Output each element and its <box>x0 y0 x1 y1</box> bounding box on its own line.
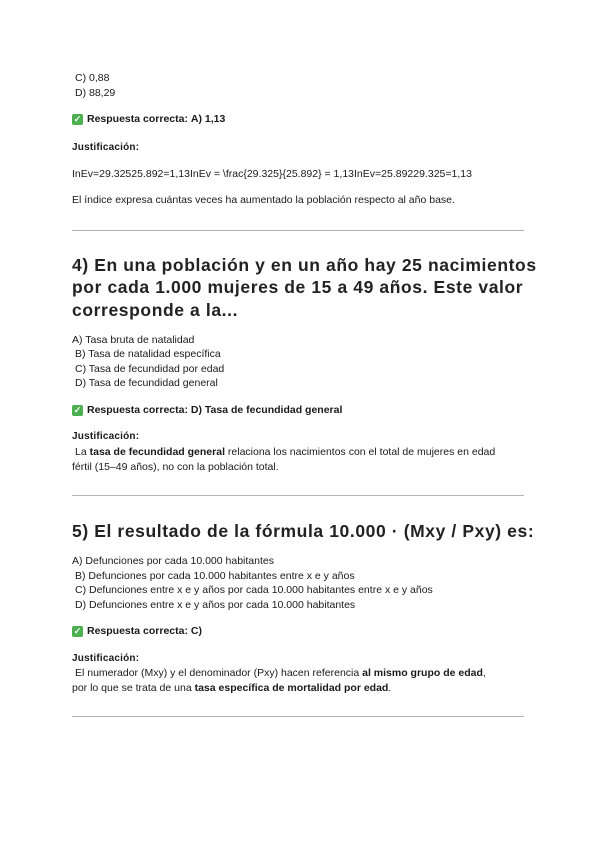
option-d: D) Defunciones entre x e y años por cada 10.000 habitantes <box>75 599 356 611</box>
correct-answer <box>72 113 225 125</box>
option-d: D) Tasa de fecundidad general <box>75 377 218 389</box>
justification-label: Justificación: <box>72 653 140 664</box>
answer-value: D) Tasa de fecundidad general <box>190 404 343 416</box>
justification-text: La tasa de fecundidad general relaciona los nacimientos con el total de mujeres en edad <box>75 446 496 458</box>
justification-label: Justificación: <box>72 431 140 442</box>
justification-text: fértil (15–49 años), no con la población total. <box>72 461 279 473</box>
justification-text: por lo que se trata de una tasa específica de mortalidad por edad. <box>72 682 392 694</box>
key-term: tasa de fecundidad general <box>89 446 225 458</box>
section-divider <box>72 230 524 231</box>
justification-label: Justificación: <box>72 142 140 153</box>
option-b: B) Tasa de natalidad específica <box>75 348 221 360</box>
key-term: tasa específica de mortalidad por edad <box>194 682 389 694</box>
option-c: C) Tasa de fecundidad por edad <box>75 363 225 375</box>
check-mark-icon: ✓ <box>73 113 82 124</box>
answer-value: C) <box>190 625 202 637</box>
section-divider <box>72 495 524 496</box>
justification-text: El numerador (Mxy) y el denominador (Pxy) hacen referencia al mismo grupo de edad, <box>75 667 486 679</box>
question-title-line: 4) En una población y en un año hay 25 nacimientos <box>72 255 537 275</box>
option-d: D) 88,29 <box>75 87 116 99</box>
section-divider <box>72 716 524 717</box>
check-mark-icon: ✓ <box>73 625 82 636</box>
option-b: B) Defunciones por cada 10.000 habitantes entre x e y años <box>75 570 355 582</box>
answer-label: Respuesta correcta: <box>87 404 188 416</box>
question-title-line: corresponde a la... <box>72 300 239 320</box>
check-mark-icon: ✓ <box>73 404 82 415</box>
option-a: A) Defunciones por cada 10.000 habitantes <box>72 555 274 567</box>
key-term: al mismo grupo de edad <box>362 667 483 679</box>
answer-label: Respuesta correcta: <box>87 625 188 637</box>
correct-answer <box>72 404 342 416</box>
option-c: C) 0,88 <box>75 72 110 84</box>
question-title-line: por cada 1.000 mujeres de 15 a 49 años. Este valor <box>72 277 524 297</box>
correct-answer <box>72 625 202 637</box>
explanation-text: El índice expresa cuántas veces ha aumentado la población respecto al año base. <box>72 194 455 206</box>
option-c: C) Defunciones entre x e y años por cada 10.000 habitantes entre x e y años <box>75 584 433 596</box>
formula-text: InEv=29.32525.892=1,13InEv = \frac{29.325}{25.892} = 1,13InEv=25.89229.325=1,13 <box>72 168 472 180</box>
question-title: 5) El resultado de la fórmula 10.000 · (Mxy / Pxy) es: <box>72 521 535 541</box>
answer-label: Respuesta correcta: <box>87 113 188 125</box>
answer-value: A) 1,13 <box>190 113 226 125</box>
option-a: A) Tasa bruta de natalidad <box>72 334 195 346</box>
